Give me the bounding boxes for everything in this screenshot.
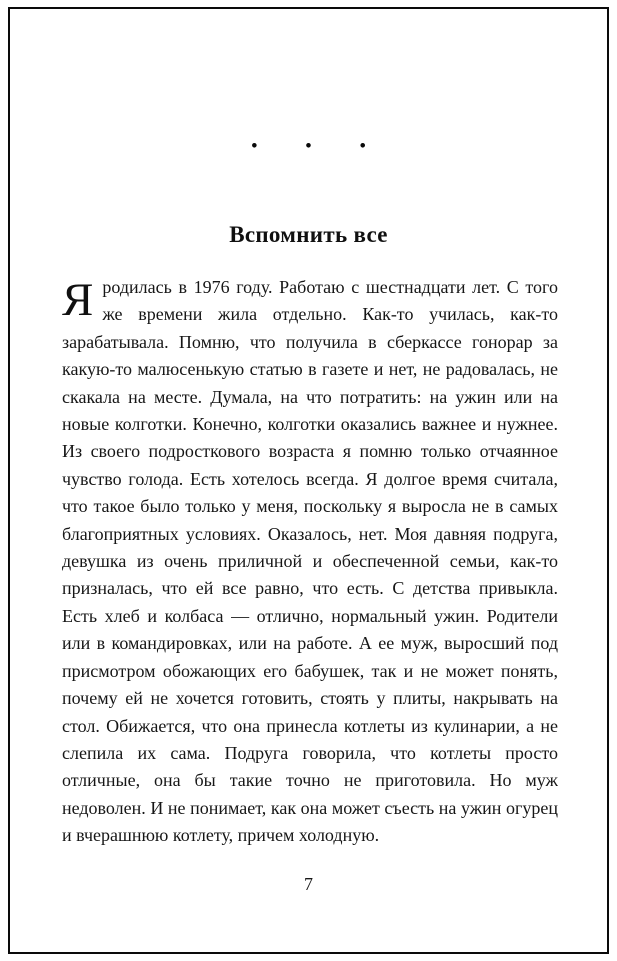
- section-separator-dots: • • •: [251, 136, 388, 155]
- body-paragraph: [62, 274, 558, 850]
- paragraph-text: родилась в 1976 году. Работаю с шестнадцати лет. С того же времени жила отдельно. Как-то училась, как-то зарабатывала. Помню, что получила в сберкассе гонорар за какую-то малюсенькую статью в газете и нет, не радовалась, не скакала на месте. Думала, на что потратить: на ужин или на новые колготки. Конечно, колготки оказались важнее и нужнее. Из своего подросткового возраста я помню только отчаянное чувство голода. Есть хотелось всегда. Я долгое время считала, что такое было только у меня, поскольку я выросла не в самых благоприятных условиях. Оказалось, нет. Моя давняя подруга, девушка из очень приличной и обеспеченной семьи, как-то призналась, что ей все равно, что есть. С детства привыкла. Есть хлеб и колбаса — отлично, нормальный ужин. Родители или в командировках, или на работе. А ее муж, выросший под присмотром обожающих его бабушек, так и не может понять, почему ей не хочется готовить, стоять у плиты, накрывать на стол. Обижается, что она принесла котлеты из кулинарии, а не слепила их сама. Подруга говорила, что котлеты просто отличные, она бы такие точно не приготовила. Но муж недоволен. И не понимает, как она может съесть на ужин огурец и вчерашнюю котлету, причем холодную.: [62, 277, 558, 846]
- chapter-title: Вспомнить все: [229, 222, 388, 247]
- page-number: 7: [304, 874, 313, 894]
- drop-cap-letter: Я: [62, 274, 94, 326]
